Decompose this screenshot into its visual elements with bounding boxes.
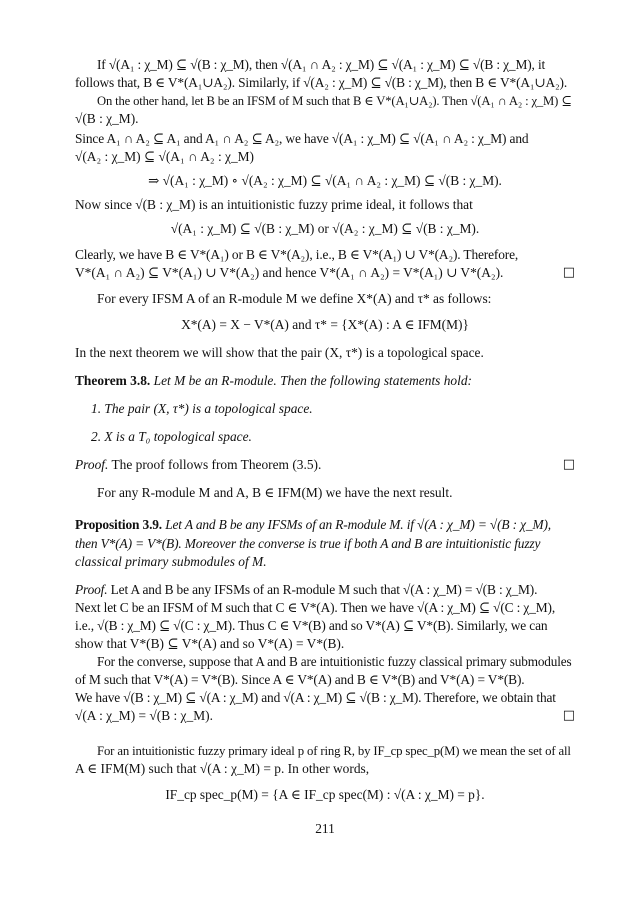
- proposition-text-1: Let A and B be any IFSMs of an R-module M. if √(A : χ_M) = √(B : χ_M),: [165, 517, 551, 532]
- text-line-l13: X*(A) = X − V*(A) and τ* = {X*(A) : A ∈ IFM(M)}: [181, 317, 469, 332]
- text-line-l2: follows that, B ∈ V*(A₁∪A₂). Similarly, if √(A₂ : χ_M) ⊆ √(B : χ_M), then B ∈ V*(A₁∪A₂).: [75, 75, 568, 90]
- text-line-l16: For an intuitionistic fuzzy primary ideal p of ring R, by IF_cp spec_p(M) we mean the set of all: [97, 744, 571, 758]
- proposition-3-9: [75, 516, 575, 534]
- text-line-l11-row: [75, 264, 575, 282]
- theorem-item-2: 2. X is a T₀ topological space.: [91, 429, 252, 444]
- qed-box-icon: □: [562, 457, 575, 472]
- text-line-l5: Since A₁ ∩ A₂ ⊆ A₁ and A₁ ∩ A₂ ⊆ A₂, we have √(A₁ : χ_M) ⊆ √(A₁ ∩ A₂ : χ_M) and: [75, 131, 529, 146]
- theorem-label: Theorem 3.8.: [75, 373, 151, 388]
- qed-box-icon: □: [562, 265, 575, 280]
- document-page: [75, 56, 575, 856]
- text-line-l7: ⇒ √(A₁ : χ_M) ∘ √(A₂ : χ_M) ⊆ √(A₁ ∩ A₂ : χ_M) ⊆ √(B : χ_M).: [148, 173, 502, 188]
- proof-text-8: √(A : χ_M) = √(B : χ_M).: [75, 708, 213, 723]
- proposition-text-3: classical primary submodules of M.: [75, 554, 267, 569]
- theorem-3-8: [75, 372, 575, 390]
- text-line-l3: On the other hand, let B be an IFSM of M such that B ∈ V*(A₁∪A₂). Then √(A₁ ∩ A₂ : χ_M) ⊆: [97, 94, 572, 108]
- proof-text-5: For the converse, suppose that A and B are intuitionistic fuzzy classical primary submodules: [97, 654, 572, 669]
- page-number: 211: [315, 821, 335, 836]
- proof-text-8-row: [75, 707, 575, 725]
- text-line-l18: IF_cp spec_p(M) = {A ∈ IF_cp spec(M) : √(A : χ_M) = p}.: [165, 787, 485, 802]
- text-line-l8: Now since √(B : χ_M) is an intuitionistic fuzzy prime ideal, it follows that: [75, 197, 473, 212]
- text-line-l1: If √(A₁ : χ_M) ⊆ √(B : χ_M), then √(A₁ ∩ A₂ : χ_M) ⊆ √(A₁ : χ_M) ⊆ √(B : χ_M), it: [97, 57, 546, 72]
- proposition-label: Proposition 3.9.: [75, 517, 163, 532]
- proof-text-7: We have √(B : χ_M) ⊆ √(A : χ_M) and √(A : χ_M) ⊆ √(B : χ_M). Therefore, we obtain that: [75, 690, 556, 705]
- proof-text-4: show that V*(B) ⊆ V*(A) and so V*(A) = V*(B).: [75, 636, 345, 651]
- proof-text-1: Let A and B be any IFSMs of an R-module M such that √(A : χ_M) = √(B : χ_M).: [110, 582, 538, 597]
- text-line-l4: √(B : χ_M).: [75, 111, 139, 126]
- proof-text: The proof follows from Theorem (3.5).: [111, 457, 322, 472]
- proof-label: Proof.: [75, 582, 108, 597]
- theorem-text: Let M be an R-module. Then the following statements hold:: [153, 373, 472, 388]
- text-line-l15: For any R-module M and A, B ∈ IFM(M) we have the next result.: [97, 485, 453, 500]
- qed-box-icon: □: [562, 708, 575, 723]
- text-line-l6: √(A₂ : χ_M) ⊆ √(A₁ ∩ A₂ : χ_M): [75, 149, 255, 164]
- proof-label: Proof.: [75, 457, 109, 472]
- proof-text-3: i.e., √(B : χ_M) ⊆ √(C : χ_M). Thus C ∈ V*(B) and so V*(A) ⊆ V*(B). Similarly, we can: [75, 618, 548, 633]
- text-line-l14: In the next theorem we will show that the pair (X, τ*) is a topological space.: [75, 345, 484, 360]
- proof-3-8: [75, 456, 575, 474]
- text-line-l11: V*(A₁ ∩ A₂) ⊆ V*(A₁) ∪ V*(A₂) and hence V*(A₁ ∩ A₂) = V*(A₁) ∪ V*(A₂).: [75, 265, 504, 280]
- proof-text-2: Next let C be an IFSM of M such that C ∈ V*(A). Then we have √(A : χ_M) ⊆ √(C : χ_M),: [75, 600, 556, 615]
- text-line-l10: Clearly, we have B ∈ V*(A₁) or B ∈ V*(A₂), i.e., B ∈ V*(A₁) ∪ V*(A₂). Therefore,: [75, 247, 519, 262]
- text-line-l12: For every IFSM A of an R-module M we define X*(A) and τ* as follows:: [97, 291, 492, 306]
- text-line-l9: √(A₁ : χ_M) ⊆ √(B : χ_M) or √(A₂ : χ_M) ⊆ √(B : χ_M).: [170, 221, 480, 236]
- theorem-item-1: 1. The pair (X, τ*) is a topological space.: [91, 401, 313, 416]
- text-line-l17: A ∈ IFM(M) such that √(A : χ_M) = p. In other words,: [75, 761, 370, 776]
- proof-3-9: [75, 581, 575, 599]
- proposition-text-2: then V*(A) = V*(B). Moreover the converse is true if both A and B are intuitionistic fuzzy: [75, 536, 541, 551]
- proof-text-6: of M such that V*(A) = V*(B). Since A ∈ V*(A) and B ∈ V*(B) and V*(A) = V*(B).: [75, 672, 525, 687]
